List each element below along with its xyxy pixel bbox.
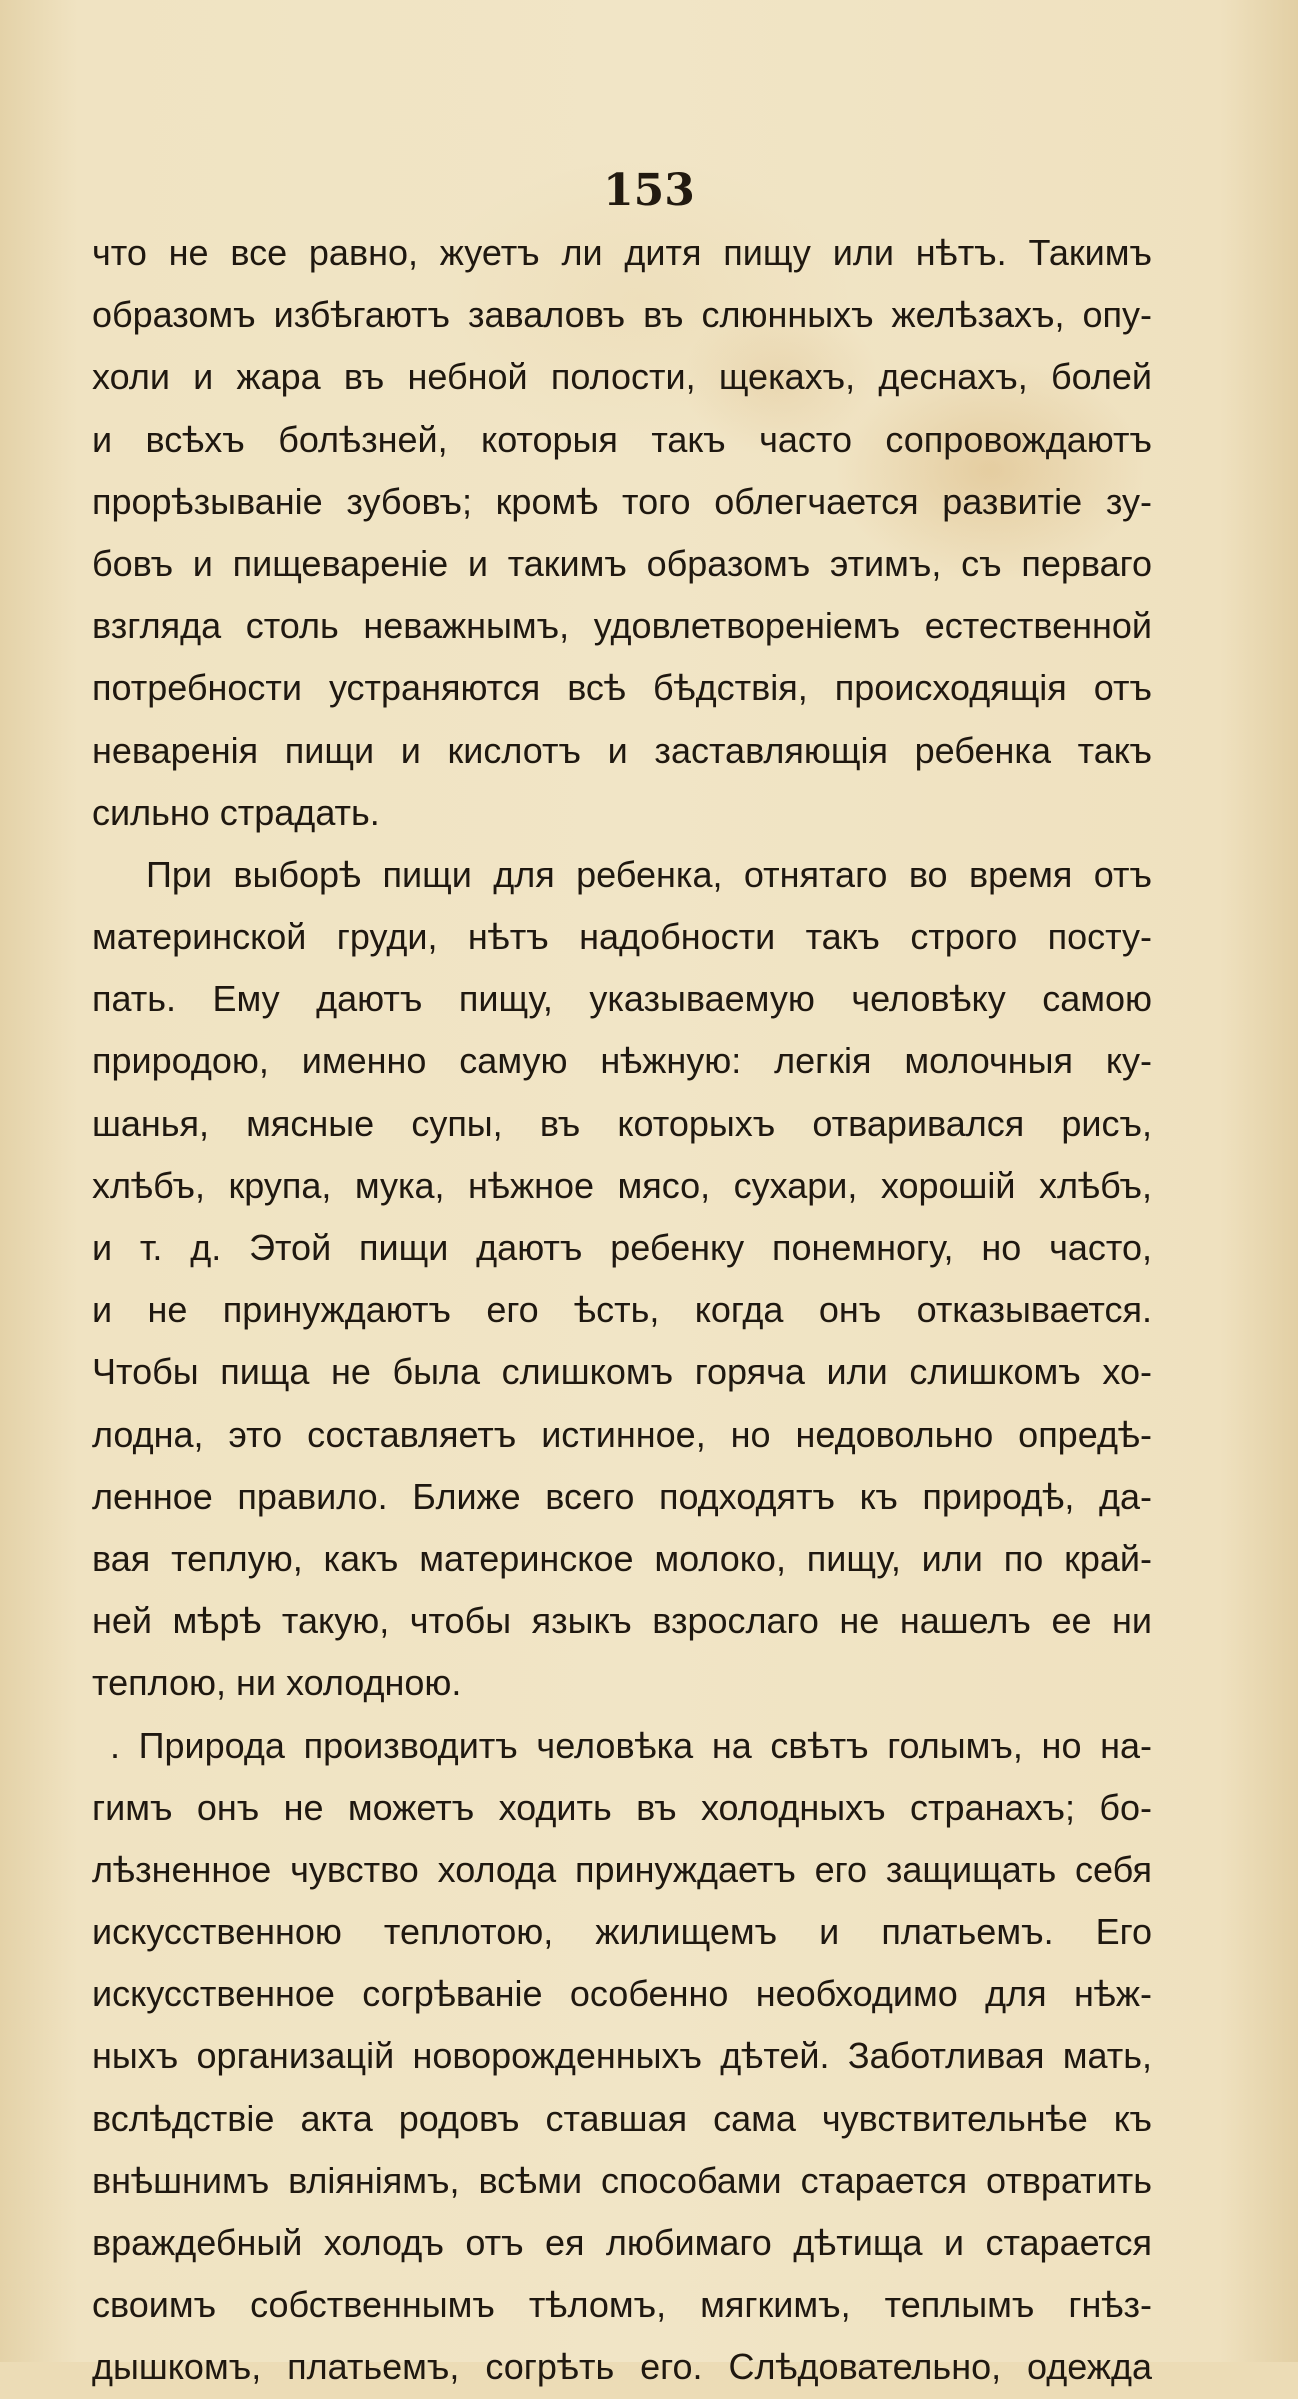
- text-line: вая теплую, какъ материнское молоко, пищу, или по край-: [92, 1537, 1152, 1579]
- text-line: лодна, это составляетъ истинное, но недовольно опредѣ-: [92, 1413, 1152, 1455]
- text-line: взгляда столь неважнымъ, удовлетвореніемъ естественной: [92, 605, 1152, 647]
- text-line: образомъ избѣгаютъ заваловъ въ слюнныхъ желѣзахъ, опу-: [92, 294, 1152, 336]
- text-line: Чтобы пища не была слишкомъ горяча или слишкомъ хо-: [92, 1351, 1152, 1393]
- text-line: . Природа производитъ человѣка на свѣтъ голымъ, но на-: [110, 1724, 1152, 1766]
- text-line: ней мѣрѣ такую, чтобы языкъ взрослаго не нашелъ ее ни: [92, 1600, 1152, 1642]
- text-line: бовъ и пищевареніе и такимъ образомъ этимъ, съ перваго: [92, 542, 1152, 584]
- page-number: 153: [603, 165, 695, 216]
- text-line: своимъ собственнымъ тѣломъ, мягкимъ, теплымъ гнѣз-: [92, 2284, 1152, 2326]
- text-line: что не все равно, жуетъ ли дитя пищу или нѣтъ. Такимъ: [92, 232, 1152, 273]
- text-line: материнской груди, нѣтъ надобности такъ строго посту-: [92, 916, 1152, 958]
- text-line: потребности устраняются всѣ бѣдствія, происходящія отъ: [92, 667, 1152, 709]
- text-line: теплою, ни холодною.: [92, 1662, 462, 1704]
- text-line: хлѣбъ, крупа, мука, нѣжное мясо, сухари, хорошій хлѣбъ,: [92, 1164, 1152, 1206]
- paragraph-2: [92, 844, 1152, 1715]
- text-line: природою, именно самую нѣжную: легкія молочныя ку-: [92, 1040, 1152, 1082]
- paragraph-1: [92, 222, 1152, 844]
- text-line: внѣшнимъ вліяніямъ, всѣми способами старается отвратить: [92, 2159, 1152, 2201]
- text-line: ныхъ организацій новорожденныхъ дѣтей. Заботливая мать,: [92, 2035, 1152, 2077]
- text-line: неваренія пищи и кислотъ и заставляющія ребенка такъ: [92, 729, 1152, 771]
- text-line: вслѣдствіе акта родовъ ставшая сама чувствительнѣе къ: [92, 2097, 1152, 2139]
- text-line: При выборѣ пищи для ребенка, отнятаго во время отъ: [146, 853, 1152, 895]
- text-line: ленное правило. Ближе всего подходятъ къ природѣ, да-: [92, 1475, 1152, 1517]
- text-line: холи и жара въ небной полости, щекахъ, деснахъ, болей: [92, 356, 1152, 398]
- text-line: враждебный холодъ отъ ея любимаго дѣтища и старается: [92, 2222, 1152, 2263]
- text-line: сильно страдать.: [92, 791, 380, 833]
- text-line: и всѣхъ болѣзней, которыя такъ часто сопровождаютъ: [92, 418, 1152, 460]
- page-body-text: [92, 222, 1152, 2399]
- text-line: прорѣзываніе зубовъ; кромѣ того облегчается развитіе зу-: [92, 480, 1152, 522]
- text-line: шанья, мясные супы, въ которыхъ отваривался рисъ,: [92, 1102, 1152, 1144]
- text-line: гимъ онъ не можетъ ходить въ холодныхъ странахъ; бо-: [92, 1786, 1152, 1828]
- text-line: пать. Ему даютъ пищу, указываемую человѣку самою: [92, 978, 1152, 1020]
- text-line: и не принуждаютъ его ѣсть, когда онъ отказывается.: [92, 1289, 1152, 1331]
- paragraph-3: [92, 1715, 1152, 2399]
- text-line: дышкомъ, платьемъ, согрѣть его. Слѣдовательно, одежда: [92, 2346, 1152, 2388]
- text-line: и т. д. Этой пищи даютъ ребенку понемногу, но часто,: [92, 1227, 1152, 1268]
- text-line: искусственною теплотою, жилищемъ и платьемъ. Его: [92, 1911, 1152, 1953]
- text-line: лѣзненное чувство холода принуждаетъ его защищать себя: [92, 1848, 1152, 1890]
- text-line: искусственное согрѣваніе особенно необходимо для нѣж-: [92, 1973, 1152, 2015]
